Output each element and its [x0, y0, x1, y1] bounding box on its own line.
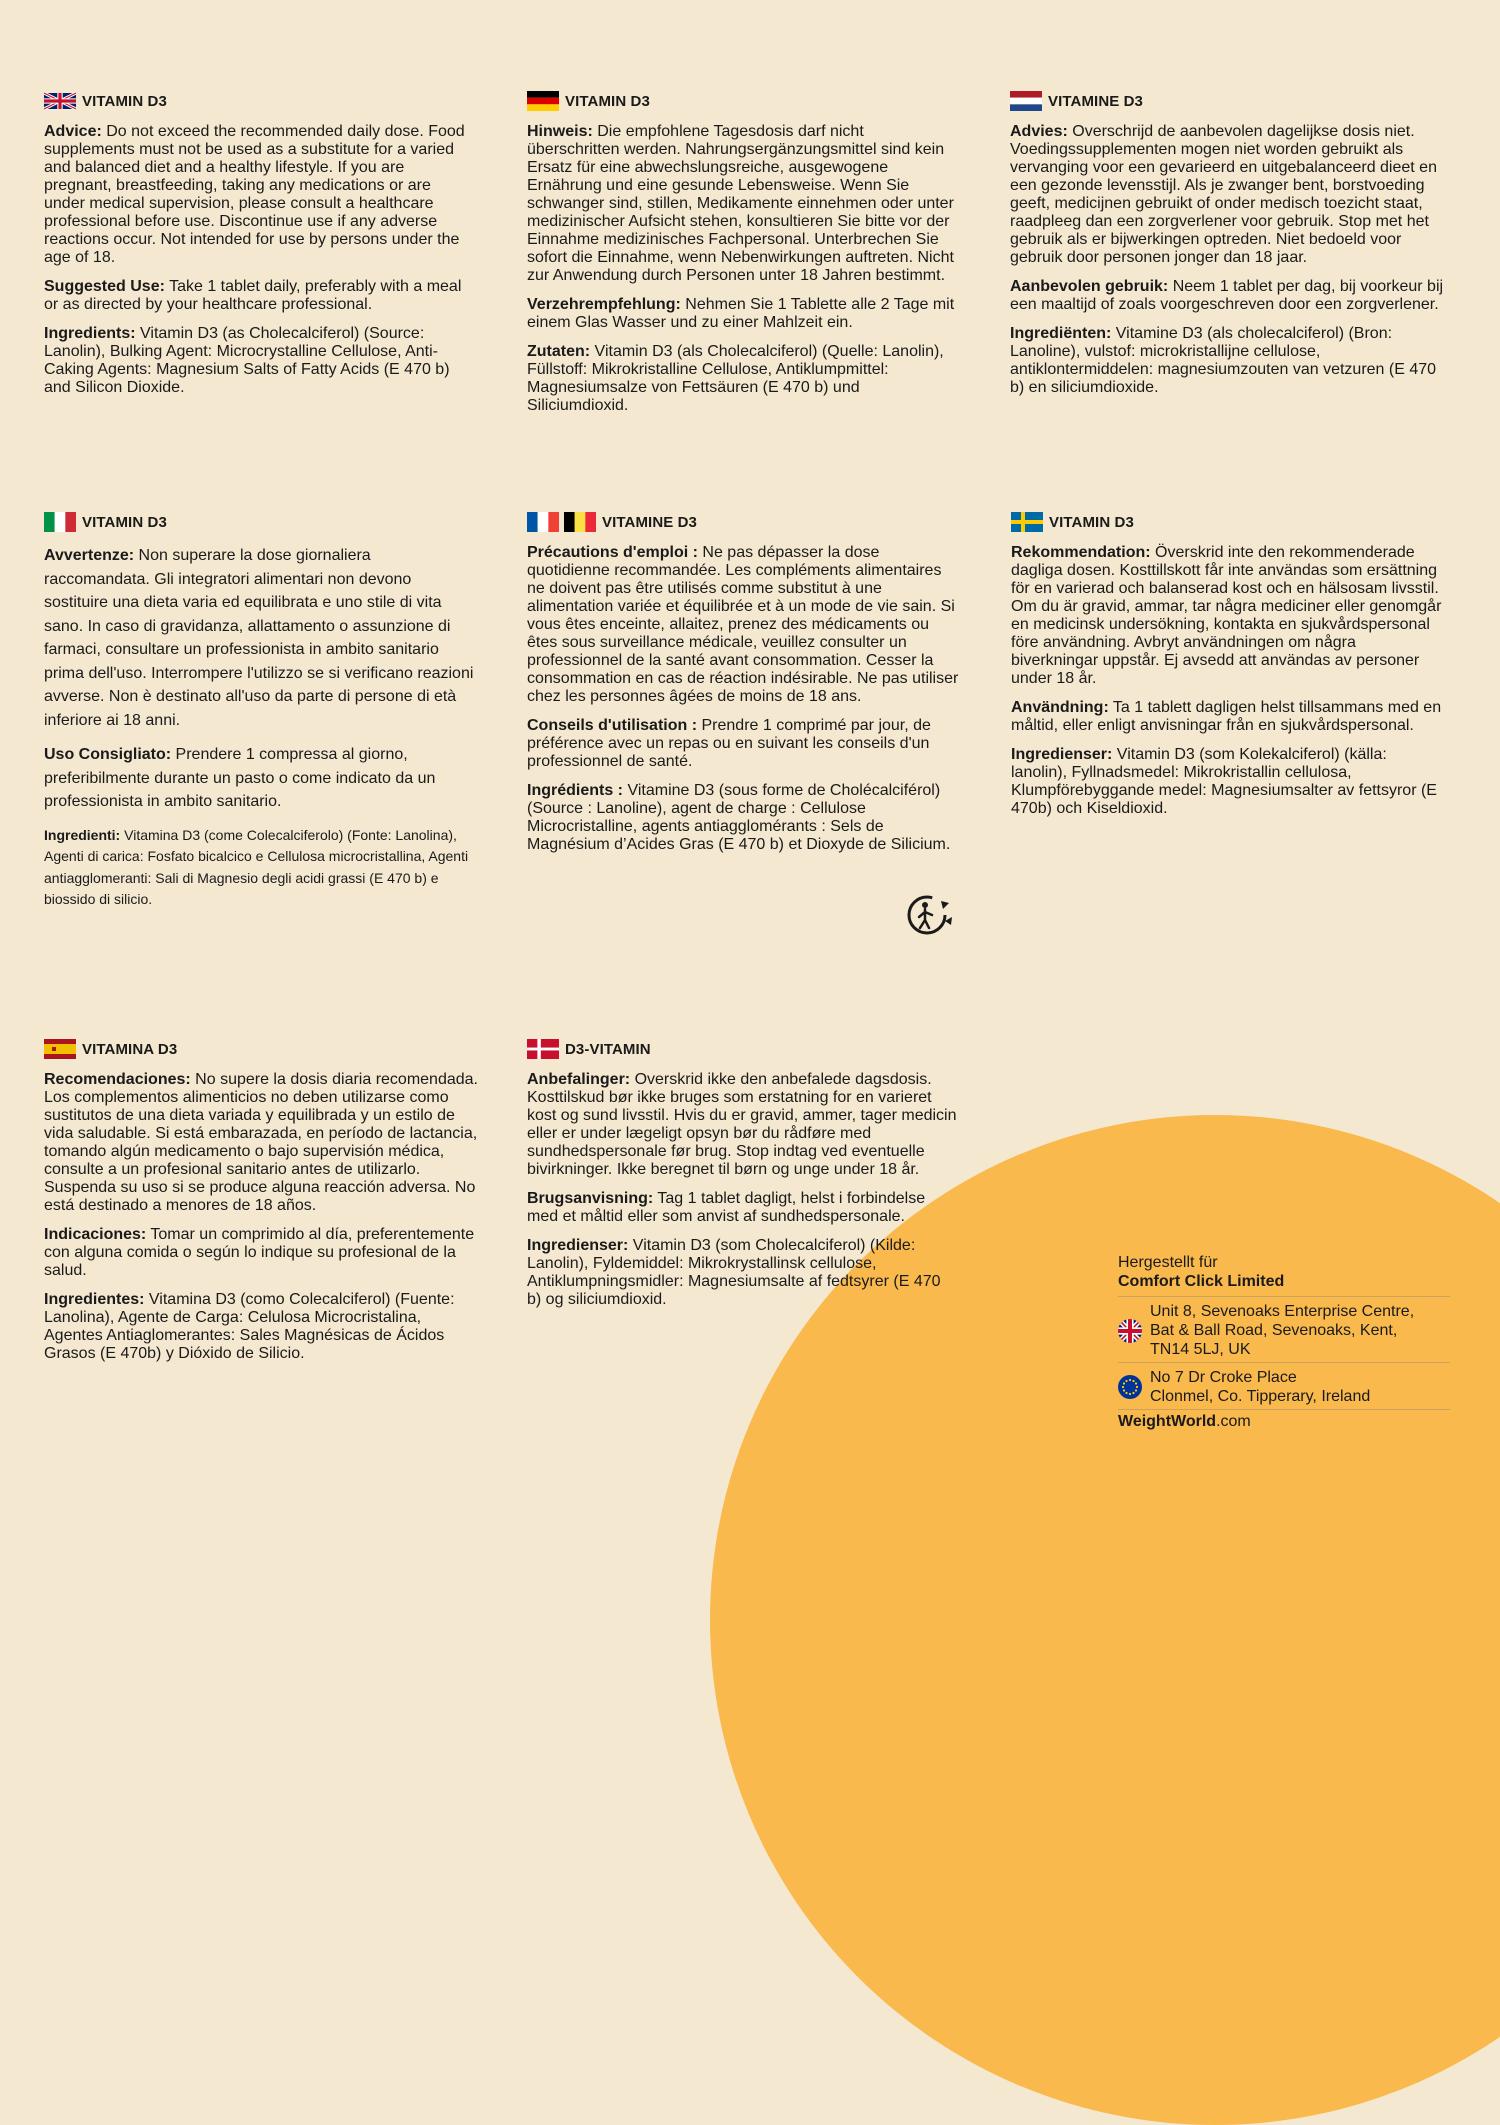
- panel-en: [44, 89, 476, 408]
- panel-header: [1010, 89, 1444, 113]
- suggested-use-section: Indicaciones: Tomar un comprimido al día, preferentemente con alguna comida o según lo indique su profesional de la salud.: [44, 1226, 475, 1279]
- ingredients-section: Ingrediënten: Vitamine D3 (als cholecalciferol) (Bron: Lanoline), vulstof: microkristallijne cellulose, antiklontermiddelen: magnesiumzouten van vetzuren (E 470 b) en siliciumdioxide.: [1010, 325, 1437, 396]
- advice-section: Recomendaciones: No supere la dosis diaria recomendada. Los complementos alimenticios no deben utilizarse como sustitutos de una dieta variada y equilibrada y un estilo de vida saludable. Si está embarazada, en período de lactancia, tomando algún medicamento o bajo supervisión médica, consulte a un profesional sanitario antes de utilizarlo. Suspenda su uso si se produce alguna reacción adversa. No está destinado a menores de 18 años.: [44, 1071, 478, 1214]
- spain-flag-icon: [44, 1039, 76, 1059]
- suggested-use-section: Verzehrempfehlung: Nehmen Sie 1 Tablette alle 2 Tage mit einem Glas Wasser und zu einer Mahlzeit ein.: [527, 296, 955, 331]
- ingredients-section: Ingredientes: Vitamina D3 (como Colecalciferol) (Fuente: Lanolina), Agente de Carga: Celulosa Microcristalina, Agentes Antiaglomerantes: Sales Magnésicas de Ácidos Grasos (E 470b) y Dióxido de Silicio.: [44, 1291, 455, 1362]
- advice-section: Advice: Do not exceed the recommended daily dose. Food supplements must not be used as a substitute for a varied and balanced diet and a healthy lifestyle. If you are pregnant, breastfeeding, taking any medications or are under medical supervision, please consult a healthcare professional before use. Discontinue use if any adverse reactions occur. Not intended for use by persons under the age of 18.: [44, 123, 465, 266]
- ingredients-section: Ingrédients : Vitamine D3 (sous forme de Cholécalciférol) (Source : Lanoline), agent de charge : Cellulose Microcristalline, agents antiagglomérants : Sels de Magnésium d’Acides Gras (E 470 b) et Dioxyde de Silicium.: [527, 782, 951, 853]
- panel-title: VITAMIN D3: [82, 92, 167, 110]
- uk-address-line: Bat & Ball Road, Sevenoaks, Kent,: [1150, 1322, 1398, 1339]
- advice-section: Hinweis: Die empfohlene Tagesdosis darf nicht überschritten werden. Nahrungsergänzungsmittel sind kein Ersatz für eine abwechslungsreiche, ausgewogene Ernährung und eine gesunde Lebensweise. Wenn Sie schwanger sind, stillen, Medikamente einnehmen oder unter medizinischer Aufsicht stehen, konsultieren Sie bitte vor der Einnahme medizinisches Fachpersonal. Unterbrechen Sie sofort die Einnahme, wenn Nebenwirkungen auftreten. Nicht zur Anwendung durch Personen unter 18 Jahren bestimmt.: [527, 123, 954, 284]
- italy-flag-icon: [44, 512, 76, 532]
- eu-address-line: Clonmel, Co. Tipperary, Ireland: [1150, 1388, 1371, 1405]
- france-flag-icon: [527, 512, 559, 532]
- company-name: Comfort Click Limited: [1118, 1273, 1285, 1290]
- advice-section: Anbefalinger: Overskrid ikke den anbefalede dagsdosis. Kosttilskud bør ikke bruges som erstatning for en varieret kost og sund livsstil. Hvis du er gravid, ammer, tager medicin eller er under lægeligt opsyn bør du rådføre med sundhedspersonale før brug. Stop indtag ved eventuelle bivirkninger. Ikke beregnet til børn og unge under 18 år.: [527, 1071, 957, 1178]
- panel-title: VITAMINA D3: [82, 1040, 178, 1058]
- germany-flag-icon: [527, 91, 559, 111]
- suggested-use-section: Användning: Ta 1 tablett dagligen helst tillsammans med en måltid, eller enligt anvisningar från en sjukvårdspersonal.: [1011, 699, 1442, 734]
- advice-section: Rekommendation: Överskrid inte den rekommenderade dagliga dosen. Kosttillskott får inte användas som ersättning för en varierad och balanserad kost och en hälsosam livsstil. Om du är gravid, ammar, tar några mediciner eller genomgår en medicinsk undersökning, kontakta en sjukvårdspersonal före användning. Avbryt användningen om några biverkningar uppstår. Ej avsedd att användas av personer under 18 år.: [1011, 544, 1442, 687]
- ingredients-section: Ingredienti: Vitamina D3 (come Colecalciferolo) (Fonte: Lanolina), Agenti di carica: Fosfato bicalcico e Cellulosa microcristallina, Agenti antiagglomeranti: Sali di Magnesio degli acidi grassi (E 470 b) e biossido di silicio.: [44, 826, 469, 907]
- ingredients-section: Ingredienser: Vitamin D3 (som Kolekalciferol) (källa: lanolin), Fyllnadsmedel: Mikrokristallin cellulosa, Klumpförebyggande medel: Magnesiumsalter av fettsyror (E 470b) och Kiseldioxid.: [1011, 746, 1437, 817]
- suggested-use-section: Uso Consigliato: Prendere 1 compressa al giorno, preferibilmente durante un pasto o come indicato da un professionista in ambito sanitario.: [44, 746, 436, 810]
- uk-address-line: TN14 5LJ, UK: [1150, 1341, 1251, 1358]
- advice-section: Avvertenze: Non superare la dose giornaliera raccomandata. Gli integratori alimentari non devono sostituire una dieta varia ed equilibrata e uno stile di vita sano. In caso di gravidanza, allattamento o assunzione di farmaci, consultare un professionista in ambito sanitario prima dell'uso. Interrompere l'utilizzo se si verificano reazioni avverse. Non è destinato all'uso da parte di persone di età inferiore ai 18 anni.: [44, 547, 474, 729]
- manufacturer-info: [1118, 1253, 1450, 1431]
- uk-flag-icon: [44, 91, 76, 111]
- panel-header: [44, 1037, 478, 1061]
- panel-title: VITAMIN D3: [82, 513, 167, 531]
- eu-address: [1118, 1362, 1450, 1409]
- panel-header: [527, 89, 959, 113]
- panel-title: VITAMIN D3: [1049, 513, 1134, 531]
- triman-recycle-icon: [905, 893, 955, 937]
- eu-flag-icon: [1118, 1375, 1142, 1399]
- ingredients-section: Zutaten: Vitamin D3 (als Cholecalciferol) (Quelle: Lanolin), Füllstoff: Mikrokristalline Cellulose, Antiklumpmittel: Magnesiumsalze von Fettsäuren (E 470 b) und Siliciumdioxid.: [527, 343, 944, 414]
- panel-sv: [1011, 510, 1445, 829]
- belgium-flag-icon: [564, 512, 596, 532]
- panel-header: [1011, 510, 1445, 534]
- suggested-use-section: Conseils d'utilisation : Prendre 1 comprimé par jour, de préférence avec un repas ou en suivant les conseils d'un professionnel de santé.: [527, 717, 931, 770]
- ingredients-section: Ingredienser: Vitamin D3 (som Cholecalciferol) (Kilde: Lanolin), Fyldemiddel: Mikrokrystallinsk cellulose, Antiklumpningsmidler: Magnesiumsalte af fedtsyrer (E 470 b) og siliciumdioxid.: [527, 1237, 941, 1308]
- sweden-flag-icon: [1011, 512, 1043, 532]
- ingredients-section: Ingredients: Vitamin D3 (as Cholecalciferol) (Source: Lanolin), Bulking Agent: Microcrystalline Cellulose, Anti-Caking Agents: Magnesium Salts of Fatty Acids (E 470 b) and Silicon Dioxide.: [44, 325, 450, 396]
- advice-section: Advies: Overschrijd de aanbevolen dagelijkse dosis niet. Voedingssupplementen mogen niet worden gebruikt als vervanging voor een gevarieerd en uitgebalanceerd dieet en een gezonde levensstijl. Als je zwanger bent, borstvoeding geeft, medicijnen gebruikt of onder medisch toezicht staat, raadpleeg dan een zorgverlener voor gebruik. Stop met het gebruik als er bijwerkingen optreden. Niet bedoeld voor gebruik door personen jonger dan 18 jaar.: [1010, 123, 1437, 266]
- made-for-label: Hergestellt für: [1118, 1254, 1218, 1271]
- eu-address-line: No 7 Dr Croke Place: [1150, 1369, 1297, 1386]
- panel-title: VITAMINE D3: [602, 513, 697, 531]
- panel-header: [44, 89, 476, 113]
- panel-header: [527, 1037, 959, 1061]
- panel-header: [44, 510, 478, 534]
- uk-address: [1118, 1296, 1450, 1362]
- panel-de: [527, 89, 959, 426]
- suggested-use-section: Suggested Use: Take 1 tablet daily, preferably with a meal or as directed by your healthcare professional.: [44, 278, 462, 313]
- uk-flag-icon: [1118, 1319, 1142, 1343]
- panel-title: VITAMINE D3: [1048, 92, 1143, 110]
- panel-da: [527, 1037, 959, 1320]
- brand-website: WeightWorld.com: [1118, 1409, 1450, 1431]
- panel-es: [44, 1037, 478, 1374]
- panel-it: [44, 510, 478, 922]
- panel-title: D3-VITAMIN: [565, 1040, 651, 1058]
- denmark-flag-icon: [527, 1039, 559, 1059]
- suggested-use-section: Brugsanvisning: Tag 1 tablet dagligt, helst i forbindelse med et måltid eller som anvist af sundhedspersonale.: [527, 1190, 926, 1225]
- panel-title: VITAMIN D3: [565, 92, 650, 110]
- suggested-use-section: Aanbevolen gebruik: Neem 1 tablet per dag, bij voorkeur bij een maaltijd of zoals voorgeschreven door een zorgverlener.: [1010, 278, 1444, 313]
- panel-nl: [1010, 89, 1444, 408]
- uk-address-line: Unit 8, Sevenoaks Enterprise Centre,: [1150, 1303, 1415, 1320]
- netherlands-flag-icon: [1010, 91, 1042, 111]
- panel-fr: [527, 510, 959, 865]
- panel-header: [527, 510, 959, 534]
- advice-section: Précautions d'emploi : Ne pas dépasser la dose quotidienne recommandée. Les compléments alimentaires ne doivent pas être utilisés comme substitut à une alimentation variée et équilibrée et à un mode de vie sain. Si vous êtes enceinte, allaitez, prenez des médicaments ou êtes sous surveillance médicale, veuillez consulter un professionnel de la santé avant consommation. Cesser la consommation en cas de réaction indésirable. Ne pas utiliser chez les personnes âgées de moins de 18 ans.: [527, 544, 959, 705]
